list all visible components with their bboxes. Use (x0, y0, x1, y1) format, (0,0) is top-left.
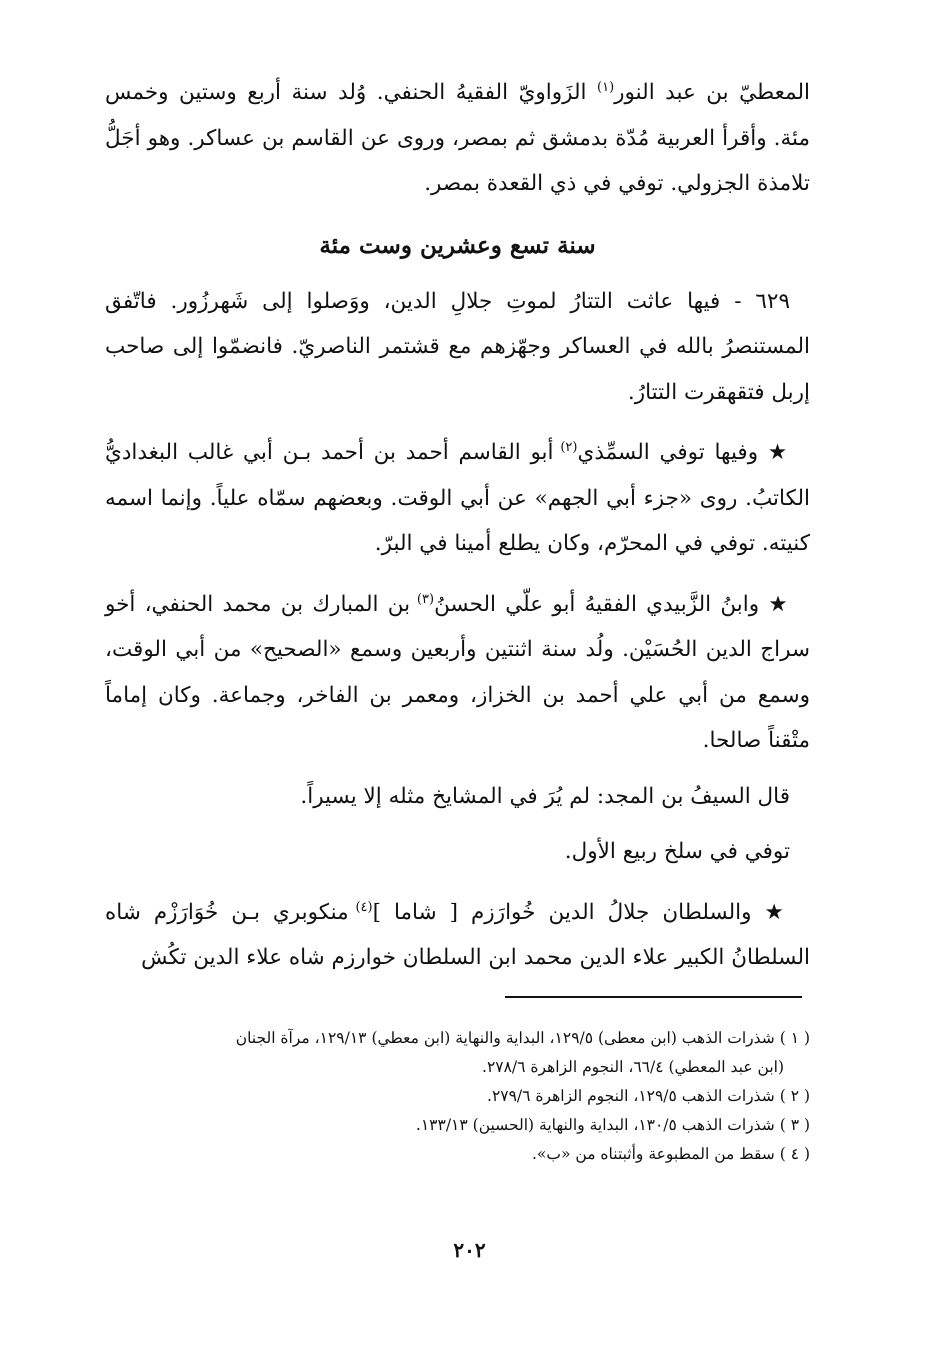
entry-629-paragraph: ٦٢٩ - فيها عاثت التتارُ لموتِ جلالِ الدين، ووَصلوا إلى شَهرزُور. فاتّفق المستنصرُ بالله في العساكر وجهّزهم مع قشتمر الناصريّ. فانضمّوا إلى صاحب إربل فتقهقرت التتارُ. (105, 288, 810, 405)
zubaidi-paragraph (105, 582, 810, 764)
footnote-4: ( ٤ ) سقط من المطبوعة وأثبتناه من «ب». (531, 1145, 810, 1163)
zubaidi-text-start: ★ وابنُ الزَّبيدي الفقيهُ أبو علّي الحسنُ (434, 591, 790, 617)
footnote-divider (505, 996, 802, 998)
page-body (105, 70, 810, 981)
footnotes-block (110, 1024, 810, 1169)
quote-paragraph: قال السيفُ بن المجد: لم يُرَ في المشايخ مثله إلا يسيراً. (300, 783, 790, 809)
sultan-text-start: ★ والسلطان جلالُ الدين خُوارَزم [ شاما ] (372, 899, 790, 925)
intro-text-start: المعطيّ بن عبد النور (614, 80, 810, 105)
samadhi-paragraph (105, 430, 810, 567)
footnote-ref-1: (١) (597, 79, 615, 95)
page-number: ٢٠٢ (453, 1238, 486, 1262)
sultan-text-end: منكوبري بـن خُوَارَزْم شاه السلطانُ الكبير علاء الدين محمد ابن السلطان خوارزم شاه علاء الدين تكُش (105, 899, 810, 970)
died-paragraph: توفي في سلخ ربيع الأول. (564, 839, 790, 864)
footnote-ref-3: (٣) (416, 591, 435, 607)
sultan-paragraph (105, 890, 810, 981)
footnote-1-continuation: (ابن عبد المعطي) ٦٦/٤، النجوم الزاهرة ٢٧٨/٦. (482, 1058, 784, 1076)
footnote-3: ( ٣ ) شذرات الذهب ١٣٠/٥، البداية والنهاية (الحسين) ١٣٣/١٣. (415, 1116, 810, 1134)
footnote-ref-2: (٢) (560, 439, 578, 455)
footnote-ref-4: (٤) (355, 899, 373, 915)
intro-paragraph (105, 70, 810, 207)
intro-text-end: الزَواويّ الفقيهُ الحنفي. وُلد سنة أربع وستين وخمس مئة. وأقرأ العربية مُدّة بدمشق ثم بمصر، وروى عن القاسم بن عساكر. وهو أجَلُّ تلامذة الجزولي. توفي في ذي القعدة بمصر. (105, 80, 810, 196)
zubaidi-text-end: بن المبارك بن محمد الحنفي، أخو سراج الدين الحُسَيْن. ولُد سنة اثنتين وأربعين وسمع «الصحيح» من أبي الوقت، وسمع من أبي علي أحمد بن الخزاز، ومعمر بن الفاخر، وجماعة. وكان إماماً متْقناً صالحا. (105, 591, 810, 753)
footnote-2: ( ٢ ) شذرات الذهب ١٢٩/٥، النجوم الزاهرة ٢٧٩/٦. (487, 1087, 810, 1105)
footnote-1: ( ١ ) شذرات الذهب (ابن معطى) ١٢٩/٥، البداية والنهاية (ابن معطي) ١٢٩/١٣، مرآة الجنان (235, 1029, 810, 1047)
year-heading: سنة تسع وعشرين وست مئة (319, 231, 596, 259)
samadhi-text-end: أبو القاسم أحمد بن أحمد بـن أبي غالب البغداديُّ الكاتبُ. روى «جزء أبي الجهم» عن أبي الوقت. وبعضهم سمّاه علياً. وإنما اسمه كنيته. توفي في المحرّم، وكان يطلع أمينا في البرّ. (105, 440, 810, 556)
samadhi-text-start: ★ وفيها توفي السمِّذي (577, 440, 790, 465)
